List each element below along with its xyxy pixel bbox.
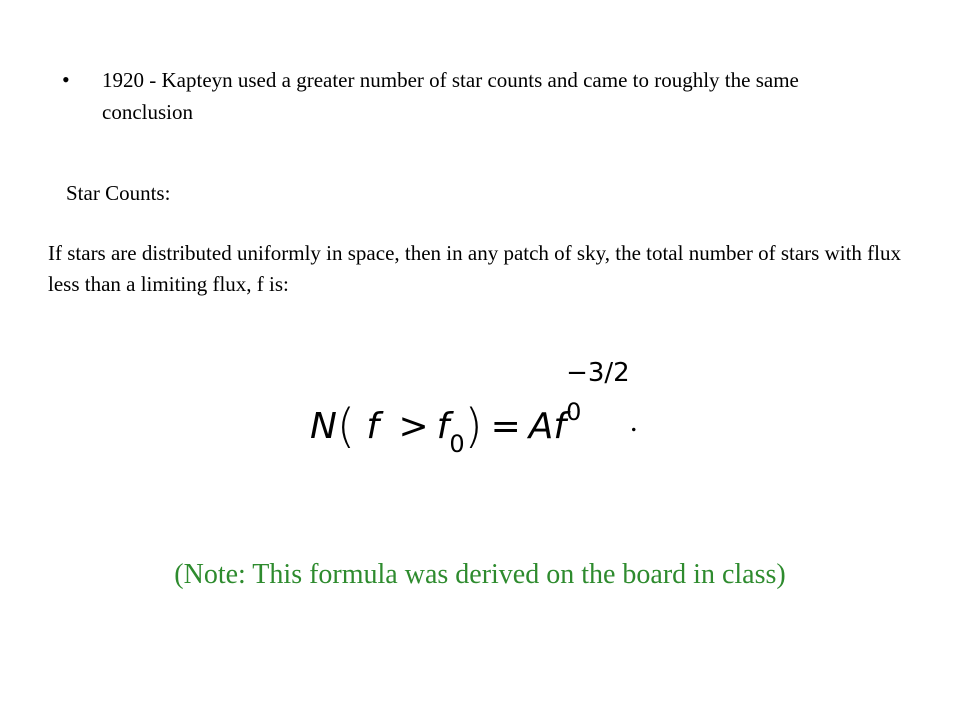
formula-open-paren: ( — [336, 399, 355, 453]
section-heading: Star Counts: — [66, 181, 171, 205]
formula-rhs-variable: f — [553, 406, 567, 447]
body-paragraph: If stars are distributed uniformly in space, then in any patch of sky, the total number of stars with flux less than a limiting flux, f is: — [48, 241, 902, 296]
formula-variable: f — [366, 406, 380, 447]
formula-script-stack — [566, 358, 636, 438]
formula-exponent: −3/2 — [566, 358, 630, 388]
formula-close-paren: ) — [464, 399, 483, 453]
note-text: (Note: This formula was derived on the board in class) — [174, 559, 786, 590]
formula-relation: > — [398, 406, 429, 447]
bullet-text: 1920 - Kapteyn used a greater number of star counts and came to roughly the same conclusion — [102, 68, 799, 124]
bullet-item — [62, 64, 862, 128]
bullet-marker: • — [62, 67, 70, 92]
formula-equals: = — [490, 406, 521, 447]
formula-coefficient: A — [528, 406, 554, 447]
formula-period: . — [630, 405, 638, 438]
formula-limit-subscript: 0 — [449, 430, 465, 458]
formula-rhs-subscript: 0 — [566, 398, 582, 426]
formula-limit: f — [436, 406, 450, 447]
formula-function: N — [310, 406, 337, 447]
